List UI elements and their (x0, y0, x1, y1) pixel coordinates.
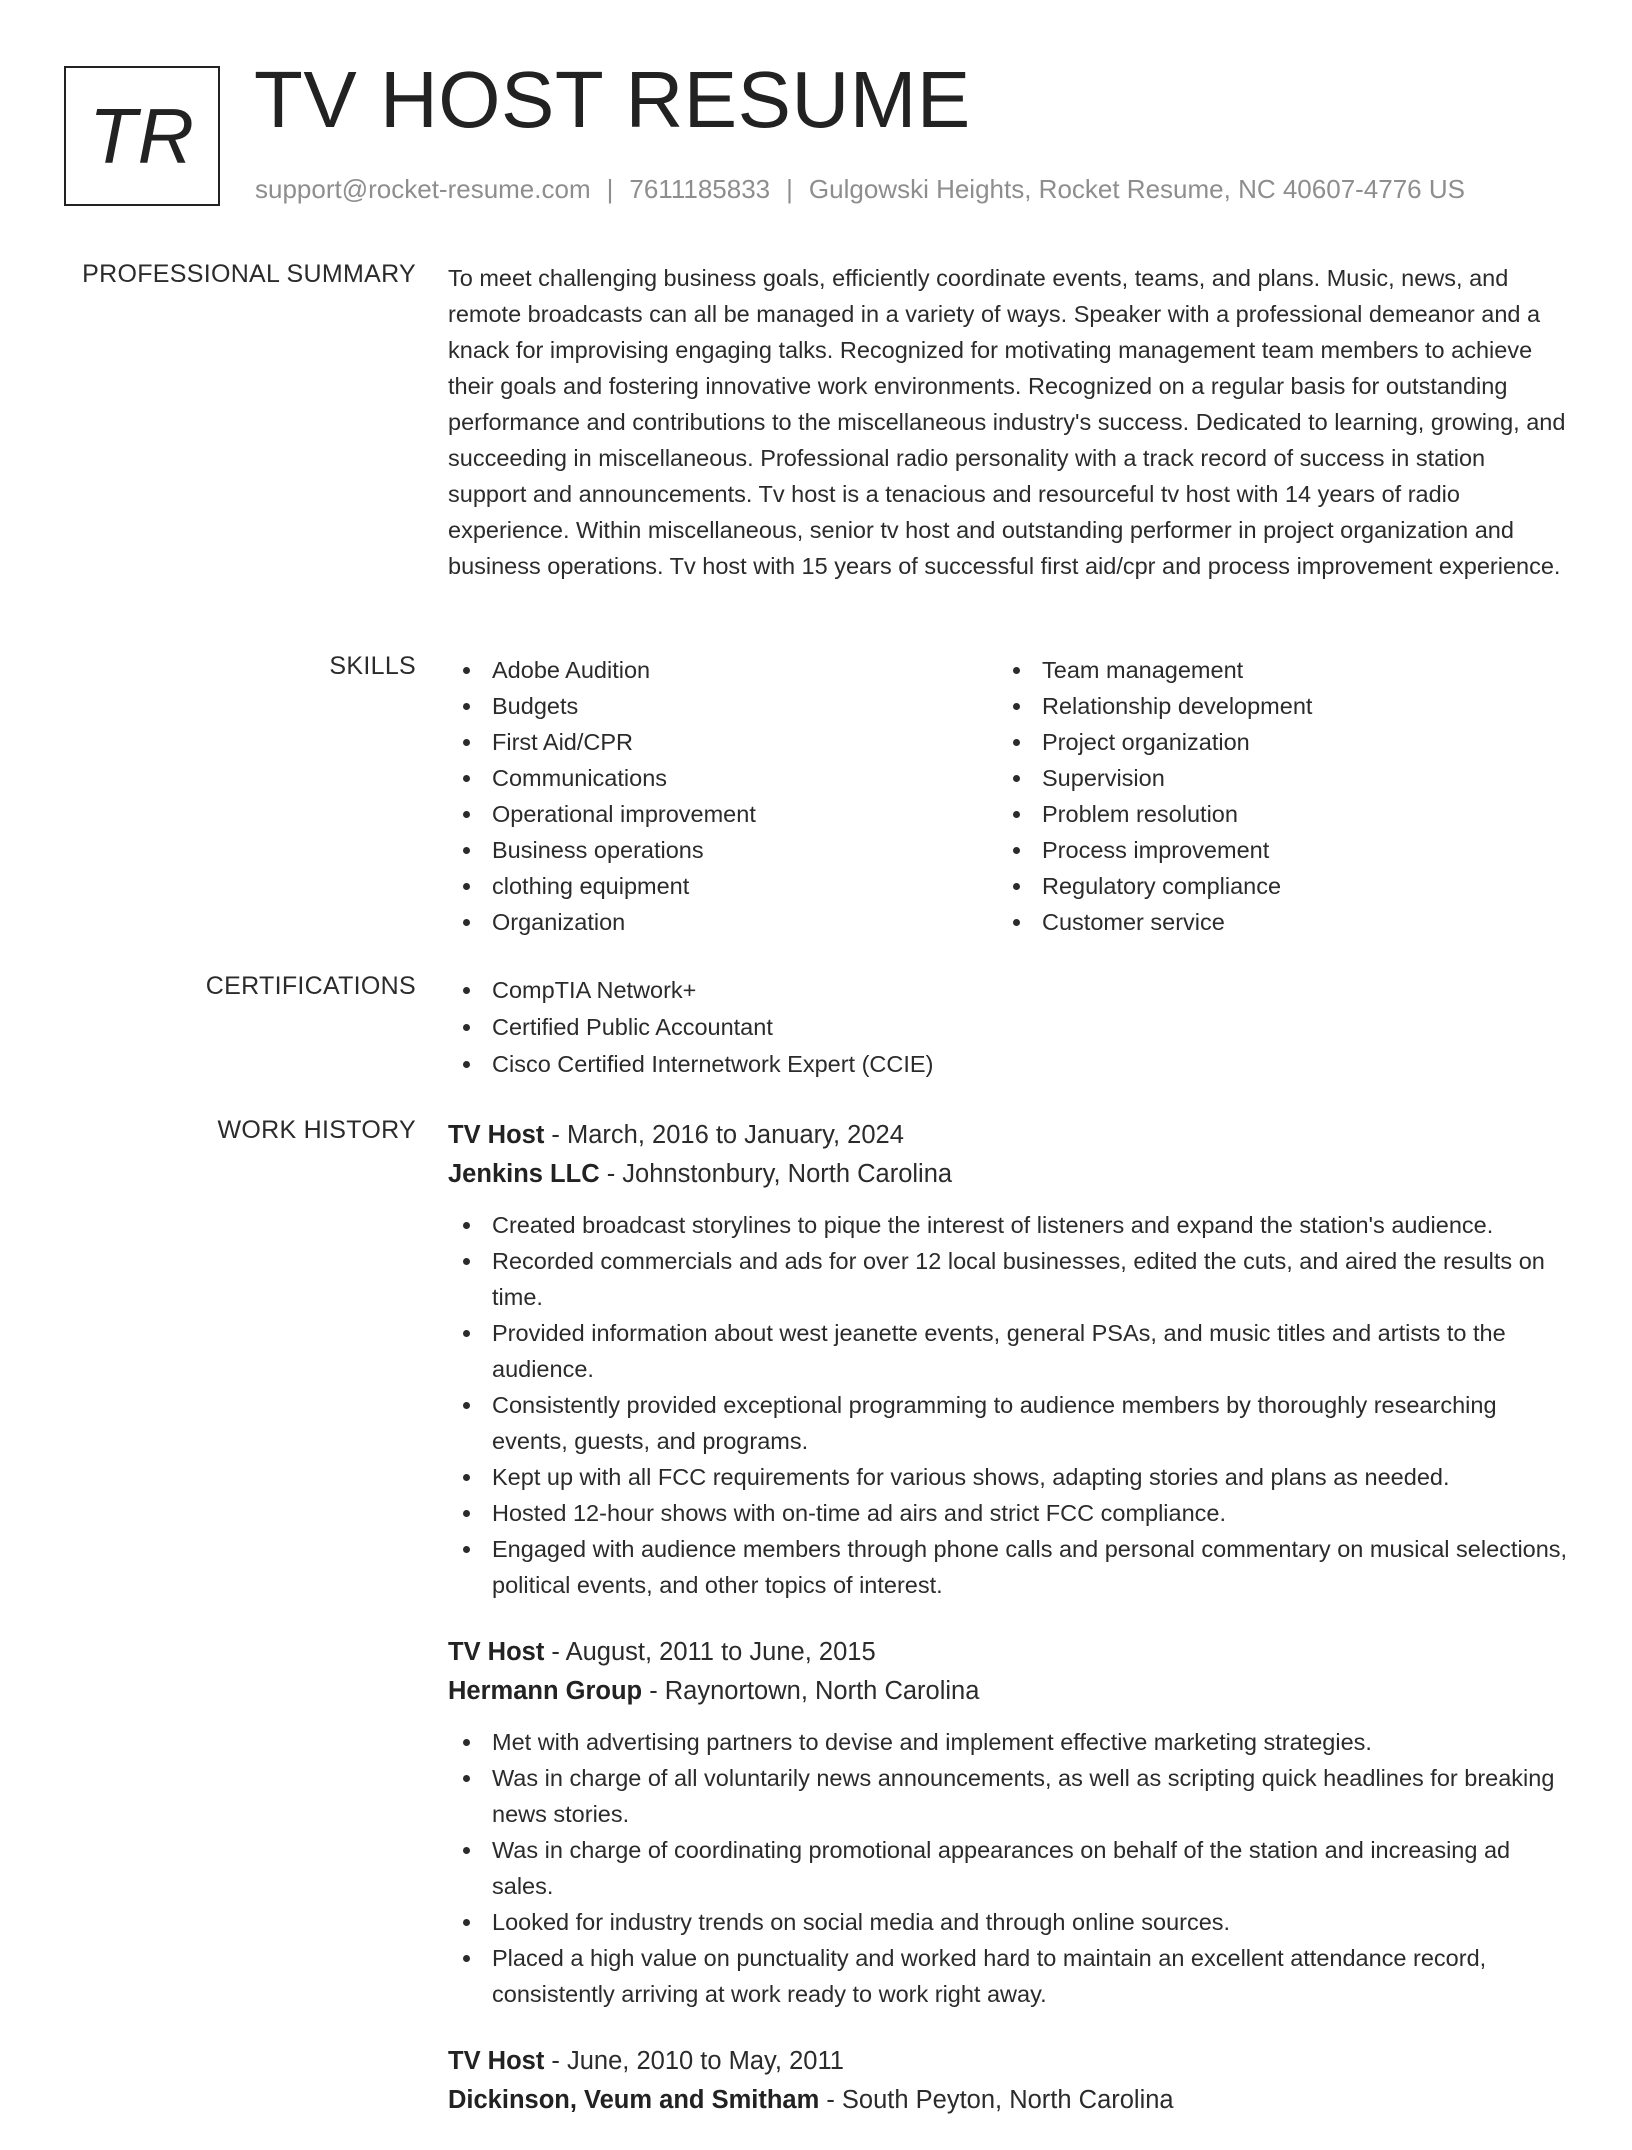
resume-title: TV HOST RESUME (254, 55, 971, 144)
skill-item: Process improvement (998, 832, 1548, 868)
section-label-skills: SKILLS (329, 652, 416, 680)
skill-item: Team management (998, 652, 1548, 688)
job-location: - South Peyton, North Carolina (819, 2086, 1174, 2114)
job-location: - Johnstonbury, North Carolina (599, 1160, 953, 1188)
job-duty-item: Consistently provided exceptional programming to audience members by thoroughly researching events, guests, and programs. (448, 1387, 1568, 1459)
job-title-line (448, 1633, 1568, 1672)
job-duties-list (448, 1207, 1568, 1603)
skill-item: First Aid/CPR (448, 724, 998, 760)
contact-separator: | (786, 174, 793, 204)
job-dates: - August, 2011 to June, 2015 (544, 1638, 876, 1666)
skill-item: Customer service (998, 904, 1548, 940)
job-duty-item: Met with advertising partners to devise and implement effective marketing strategies. (448, 1724, 1568, 1760)
job-entry (448, 1633, 1568, 2012)
job-duty-item: Recorded commercials and ads for over 12 local businesses, edited the cuts, and aired the results on time. (448, 1243, 1568, 1315)
job-title-line (448, 2042, 1568, 2081)
monogram-logo: TR (64, 66, 220, 206)
skill-item: Communications (448, 760, 998, 796)
job-duty-item: Was in charge of all voluntarily news announcements, as well as scripting quick headlines for breaking news stories. (448, 1760, 1568, 1832)
skill-item: Operational improvement (448, 796, 998, 832)
job-duty-item: Hosted 12-hour shows with on-time ad airs and strict FCC compliance. (448, 1495, 1568, 1531)
contact-line (255, 174, 1465, 205)
job-company-line (448, 2081, 1568, 2120)
skill-item: Adobe Audition (448, 652, 998, 688)
skill-item: Regulatory compliance (998, 868, 1548, 904)
certification-item: Cisco Certified Internetwork Expert (CCIE) (448, 1046, 1568, 1083)
job-company: Jenkins LLC (448, 1160, 600, 1188)
skill-item: Budgets (448, 688, 998, 724)
section-label-work-history: WORK HISTORY (217, 1116, 416, 1144)
job-duty-item: Placed a high value on punctuality and worked hard to maintain an excellent attendance record, consistently arriving at work ready to work right away. (448, 1940, 1568, 2012)
job-entry (448, 1116, 1568, 1603)
summary-text: To meet challenging business goals, efficiently coordinate events, teams, and plans. Music, news, and remote broadcasts can all be managed in a variety of ways. Speaker with a professional demeanor and a knack for improvising engaging talks. Recognized for motivating management team members to achieve their goals and fostering innovative work environments. Recognized on a regular basis for outstanding performance and contributions to the miscellaneous industry's success. Dedicated to learning, growing, and succeeding in miscellaneous. Professional radio personality with a track record of success in station support and announcements. Tv host is a tenacious and resourceful tv host with 14 years of radio experience. Within miscellaneous, senior tv host and outstanding performer in project organization and business operations. Tv host with 15 years of successful first aid/cpr and process improvement experience. (448, 265, 1566, 579)
job-duty-item: Provided information about west jeanette events, general PSAs, and music titles and artists to the audience. (448, 1315, 1568, 1387)
job-dates: - June, 2010 to May, 2011 (544, 2047, 844, 2075)
job-duties-list (448, 1724, 1568, 2012)
contact-address: Gulgowski Heights, Rocket Resume, NC 40607-4776 US (808, 174, 1465, 204)
work-history-body (448, 1116, 1568, 2150)
job-title: TV Host (448, 2047, 545, 2075)
certifications-body (448, 972, 1568, 1083)
job-title: TV Host (448, 1638, 545, 1666)
contact-separator: | (606, 174, 614, 204)
job-location: - Raynortown, North Carolina (642, 1677, 980, 1705)
certification-item: CompTIA Network+ (448, 972, 1568, 1009)
skill-item: Relationship development (998, 688, 1548, 724)
job-company: Dickinson, Veum and Smitham (448, 2086, 820, 2114)
section-label-summary: PROFESSIONAL SUMMARY (82, 260, 416, 288)
skill-item: Organization (448, 904, 998, 940)
job-duty-item: Was in charge of coordinating promotional appearances on behalf of the station and increasing ad sales. (448, 1832, 1568, 1904)
skill-item: Problem resolution (998, 796, 1548, 832)
contact-email: support@rocket-resume.com (255, 174, 591, 204)
summary-body (448, 260, 1568, 584)
job-title-line (448, 1116, 1568, 1155)
skill-item: Business operations (448, 832, 998, 868)
job-dates: - March, 2016 to January, 2024 (544, 1121, 904, 1149)
job-duty-item: Created broadcast storylines to pique the interest of listeners and expand the station's audience. (448, 1207, 1568, 1243)
skills-body (448, 652, 1568, 940)
skill-item: Supervision (998, 760, 1548, 796)
job-company-line (448, 1155, 1568, 1194)
job-company-line (448, 1672, 1568, 1711)
job-duty-item: Engaged with audience members through phone calls and personal commentary on musical selections, political events, and other topics of interest. (448, 1531, 1568, 1603)
contact-phone: 7611185833 (629, 174, 771, 204)
certifications-list (448, 972, 1568, 1083)
job-entry (448, 2042, 1568, 2120)
section-label-certifications: CERTIFICATIONS (205, 972, 416, 1000)
job-duty-item: Looked for industry trends on social media and through online sources. (448, 1904, 1568, 1940)
skill-item: clothing equipment (448, 868, 998, 904)
certification-item: Certified Public Accountant (448, 1009, 1568, 1046)
job-company: Hermann Group (448, 1677, 643, 1705)
skill-item: Project organization (998, 724, 1548, 760)
skills-right-list (998, 652, 1548, 940)
job-duty-item: Kept up with all FCC requirements for various shows, adapting stories and plans as needed. (448, 1459, 1568, 1495)
job-title: TV Host (448, 1121, 545, 1149)
skills-left-list (448, 652, 998, 940)
